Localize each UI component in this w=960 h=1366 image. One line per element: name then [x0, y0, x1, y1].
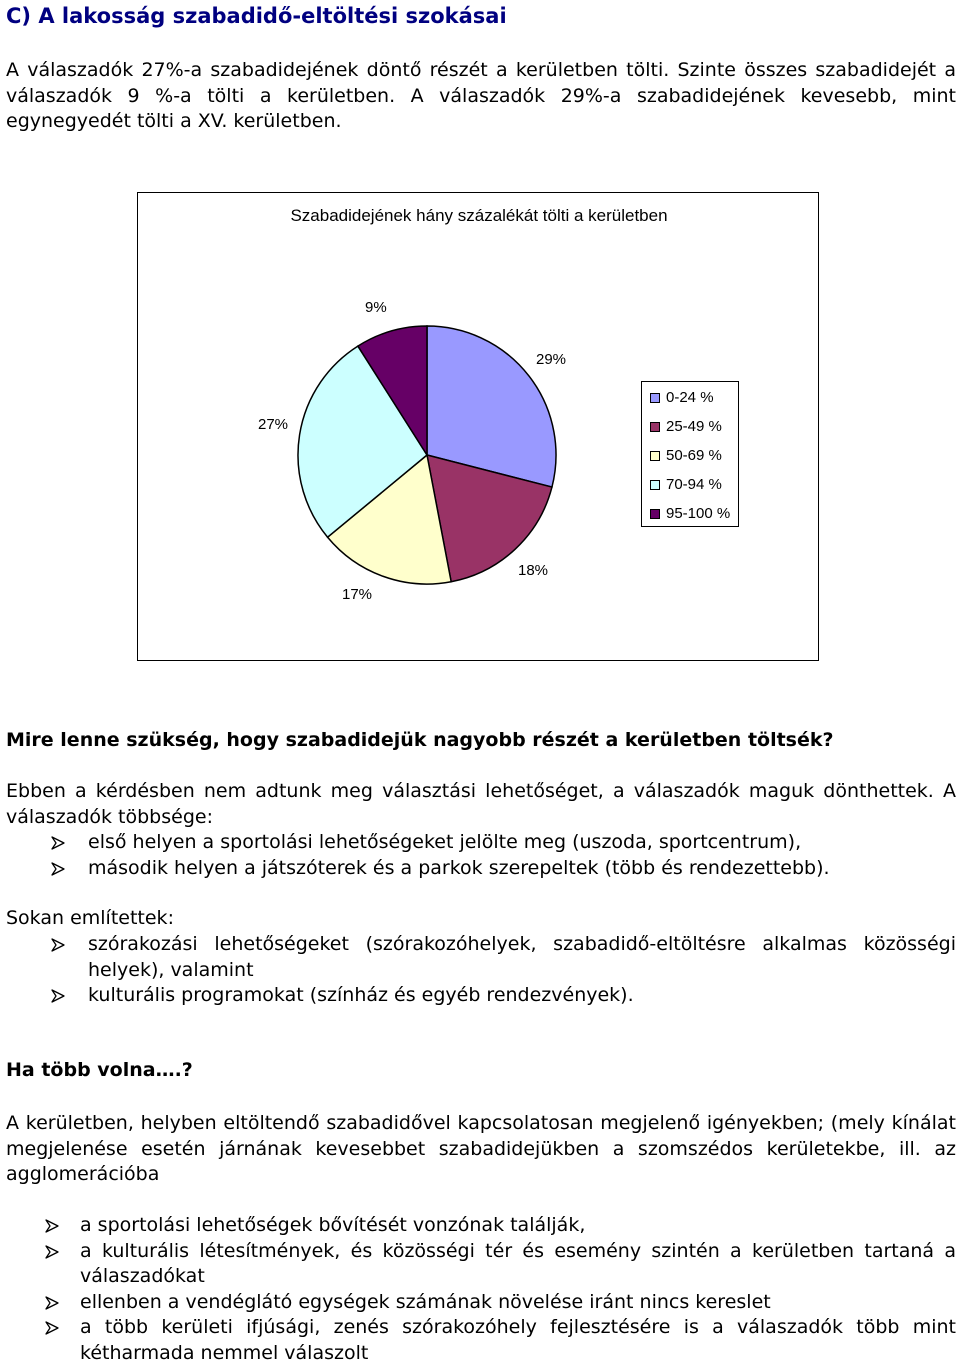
- bullet-text: második helyen a játszóterek és a parkok szerepeltek (több és rendezettebb).: [88, 856, 830, 879]
- arrow-bullet-icon: [50, 932, 68, 957]
- bullet-text: kulturális programokat (színház és egyéb rendezvények).: [88, 984, 634, 1006]
- legend-swatch-0-24: [650, 393, 660, 403]
- legend-label-25-49: 25-49 %: [666, 418, 722, 435]
- list-item: [50, 932, 956, 983]
- mentioned-intro: Sokan említettek:: [6, 907, 174, 929]
- mentioned-bullet-list: [50, 932, 956, 1009]
- pie-label-50-69: 17%: [342, 586, 373, 603]
- intro-paragraph: A válaszadók 27%-a szabadidejének döntő részét a kerületben tölti. Szinte összes szabadidejét a válaszadók 9 %-a tölti a kerületben. A válaszadók 29%-a szabadidejének kevesebb, mint egynegyedét tölti a XV. kerületben.: [6, 59, 956, 132]
- list-item: [44, 1213, 956, 1239]
- arrow-bullet-icon: [50, 983, 68, 1008]
- legend-label-70-94: 70-94 %: [666, 476, 722, 493]
- arrow-bullet-icon: [44, 1213, 62, 1238]
- list-item: [50, 830, 956, 856]
- pie-label-95-100: 9%: [365, 299, 387, 316]
- pie-label-0-24: 29%: [536, 351, 567, 368]
- section-title: C) A lakosság szabadidő-eltöltési szokásai: [6, 4, 507, 28]
- bullet-text: a kulturális létesítmények, és közösségi tér és esemény szintén a kerületben tartaná a válaszadókat: [80, 1239, 956, 1287]
- arrow-bullet-icon: [44, 1239, 62, 1264]
- question-bullet-list: [50, 830, 956, 881]
- list-item: [44, 1290, 956, 1316]
- arrow-bullet-icon: [44, 1290, 62, 1315]
- legend-swatch-25-49: [650, 422, 660, 432]
- list-item: [44, 1315, 956, 1366]
- bullet-text: első helyen a sportolási lehetőségeket jelölte meg (uszoda, sportcentrum),: [88, 831, 802, 853]
- pie-label-70-94: 27%: [258, 416, 289, 433]
- chart-title: Szabadidejének hány százalékát tölti a kerületben: [290, 206, 668, 225]
- legend-swatch-95-100: [650, 509, 660, 519]
- bullet-text: szórakozási lehetőségeket (szórakozóhelyek, szabadidő-eltöltésre alkalmas közösségi helyek), valamint: [88, 933, 956, 981]
- more-heading: Ha több volna….?: [6, 1059, 193, 1081]
- bullet-text: a több kerületi ifjúsági, zenés szórakozóhely fejlesztésére is a válaszadók több mint kétharmada nemmel válaszolt: [80, 1316, 956, 1364]
- bullet-text: a sportolási lehetőségek bővítését vonzónak találják,: [80, 1214, 586, 1236]
- list-item: [50, 983, 956, 1009]
- list-item: [44, 1239, 956, 1290]
- pie-chart-frame: [137, 192, 819, 661]
- arrow-bullet-icon: [50, 856, 68, 881]
- legend-swatch-70-94: [650, 480, 660, 490]
- pie-label-25-49: 18%: [518, 562, 549, 579]
- legend-label-0-24: 0-24 %: [666, 389, 714, 406]
- chart-legend: [641, 381, 739, 527]
- list-item: [50, 856, 956, 882]
- more-paragraph: A kerületben, helyben eltöltendő szabadidővel kapcsolatosan megjelenő igényekben; (mely kínálat megjelenése esetén járnának kevesebbet szabadidejükben a szomszédos kerületekbe, ill. az agglomerációba: [6, 1112, 956, 1185]
- question-heading: Mire lenne szükség, hogy szabadidejük nagyobb részét a kerületben töltsék?: [6, 729, 834, 751]
- arrow-bullet-icon: [50, 830, 68, 855]
- bullet-text: ellenben a vendéglátó egységek számának növelése iránt nincs kereslet: [80, 1290, 771, 1313]
- arrow-bullet-icon: [44, 1315, 62, 1340]
- more-bullet-list: [44, 1213, 956, 1366]
- legend-label-95-100: 95-100 %: [666, 505, 731, 522]
- legend-label-50-69: 50-69 %: [666, 447, 722, 464]
- legend-swatch-50-69: [650, 451, 660, 461]
- question-paragraph: Ebben a kérdésben nem adtunk meg választási lehetőséget, a válaszadók maguk dönthettek. A válaszadók többsége:: [6, 780, 956, 828]
